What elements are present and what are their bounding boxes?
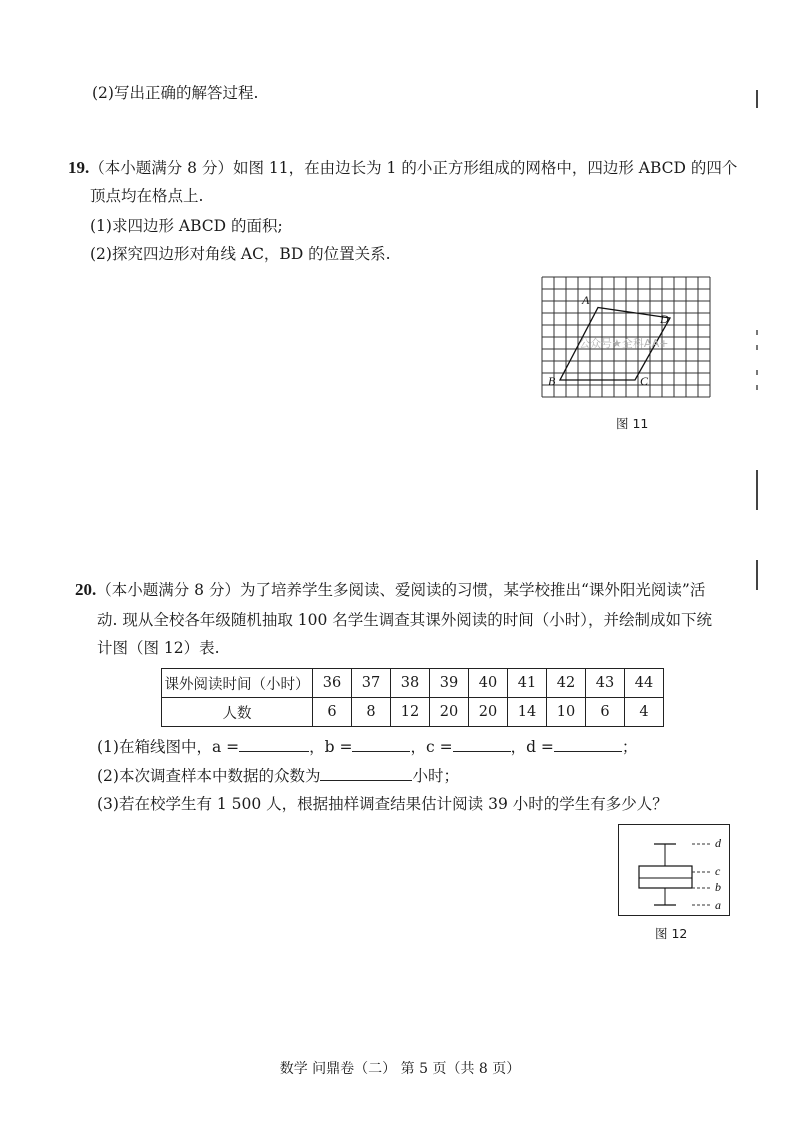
q20-sub2-prefix: (2)本次调查样本中数据的众数为 <box>97 767 321 785</box>
top-item: (2)写出正确的解答过程. <box>92 84 259 102</box>
box-iqr <box>639 866 692 888</box>
edge-mark <box>756 370 758 375</box>
boxplot-label-a: a <box>715 898 721 912</box>
table-header-count: 人数 <box>162 698 313 727</box>
edge-mark <box>756 90 758 108</box>
q20-sub1 <box>97 737 637 757</box>
figure-11-grid <box>541 276 716 406</box>
table-cell: 4 <box>625 698 664 727</box>
q19-sub1: (1)求四边形 ABCD 的面积; <box>90 217 283 235</box>
table-cell: 37 <box>352 669 391 698</box>
boxplot-label-d: d <box>715 836 721 850</box>
q19-intro-line1 <box>68 158 737 178</box>
edge-mark <box>756 345 758 350</box>
table-cell: 40 <box>469 669 508 698</box>
table-cell: 39 <box>430 669 469 698</box>
q20-sub1-end: ； <box>621 738 638 756</box>
q20-sub2 <box>97 766 459 786</box>
q20-sub2-suffix: 小时； <box>412 767 459 785</box>
table-cell: 6 <box>586 698 625 727</box>
table-cell: 42 <box>547 669 586 698</box>
vertex-label-a: A <box>582 293 590 307</box>
blank-b-label: ，b = <box>309 738 353 756</box>
table-cell: 38 <box>391 669 430 698</box>
table-cell: 8 <box>352 698 391 727</box>
table-cell: 36 <box>313 669 352 698</box>
q20-intro-line1 <box>75 580 705 600</box>
table-cell: 41 <box>508 669 547 698</box>
table-cell: 20 <box>469 698 508 727</box>
figure-11-caption: 图 11 <box>616 416 649 431</box>
reading-time-table <box>161 668 664 727</box>
edge-mark <box>756 330 758 335</box>
table-cell: 20 <box>430 698 469 727</box>
edge-mark <box>756 385 758 390</box>
watermark: 公众号★全科AA+ <box>579 337 669 350</box>
table-cell: 10 <box>547 698 586 727</box>
edge-mark <box>756 470 758 510</box>
boxplot-label-b: b <box>715 880 721 894</box>
boxplot-label-c: c <box>715 864 721 878</box>
q19-number: 19. <box>68 158 90 177</box>
answer-blank-b[interactable] <box>352 737 410 752</box>
table-row <box>162 669 664 698</box>
q19-intro-line2: 顶点均在格点上. <box>90 187 204 205</box>
table-cell: 43 <box>586 669 625 698</box>
table-cell: 6 <box>313 698 352 727</box>
blank-c-label: ，c = <box>410 738 453 756</box>
blank-a-label: a = <box>211 738 240 756</box>
vertex-label-d: D <box>660 312 669 326</box>
table-cell: 12 <box>391 698 430 727</box>
table-row <box>162 698 664 727</box>
q19-sub2: (2)探究四边形对角线 AC，BD 的位置关系. <box>90 245 391 263</box>
table-cell: 14 <box>508 698 547 727</box>
table-cell: 44 <box>625 669 664 698</box>
figure-12-caption: 图 12 <box>655 926 688 941</box>
table-header-hours: 课外阅读时间（小时） <box>162 669 313 698</box>
q20-intro-text: （本小题满分 8 分）为了培养学生多阅读、爱阅读的习惯，某学校推出“课外阳光阅读”活 <box>96 581 706 599</box>
boxplot-frame <box>619 825 730 916</box>
q19-intro-text: （本小题满分 8 分）如图 11，在由边长为 1 的小正方形组成的网格中，四边形 ABCD 的四个 <box>89 159 738 177</box>
vertex-label-c: C <box>640 374 649 388</box>
q20-intro-line2: 动. 现从全校各年级随机抽取 100 名学生调查其课外阅读的时间（小时），并绘制成如下统 <box>97 611 713 629</box>
figure-12-boxplot <box>618 824 730 916</box>
q20-number: 20. <box>75 580 97 599</box>
answer-blank-c[interactable] <box>453 737 511 752</box>
q20-sub3: (3)若在校学生有 1 500 人，根据抽样调查结果估计阅读 39 小时的学生有多少人？ <box>97 795 668 813</box>
edge-mark <box>756 560 758 590</box>
blank-d-label: ，d = <box>510 738 554 756</box>
answer-blank-mode[interactable] <box>320 766 412 781</box>
q20-intro-line3: 计图（图 12）表. <box>97 639 220 657</box>
answer-blank-a[interactable] <box>239 737 309 752</box>
vertex-label-b: B <box>548 374 556 388</box>
q20-sub1-prefix: (1)在箱线图中， <box>97 738 212 756</box>
page-footer: 数学 问鼎卷（二） 第 5 页（共 8 页） <box>279 1061 521 1077</box>
answer-blank-d[interactable] <box>554 737 622 752</box>
